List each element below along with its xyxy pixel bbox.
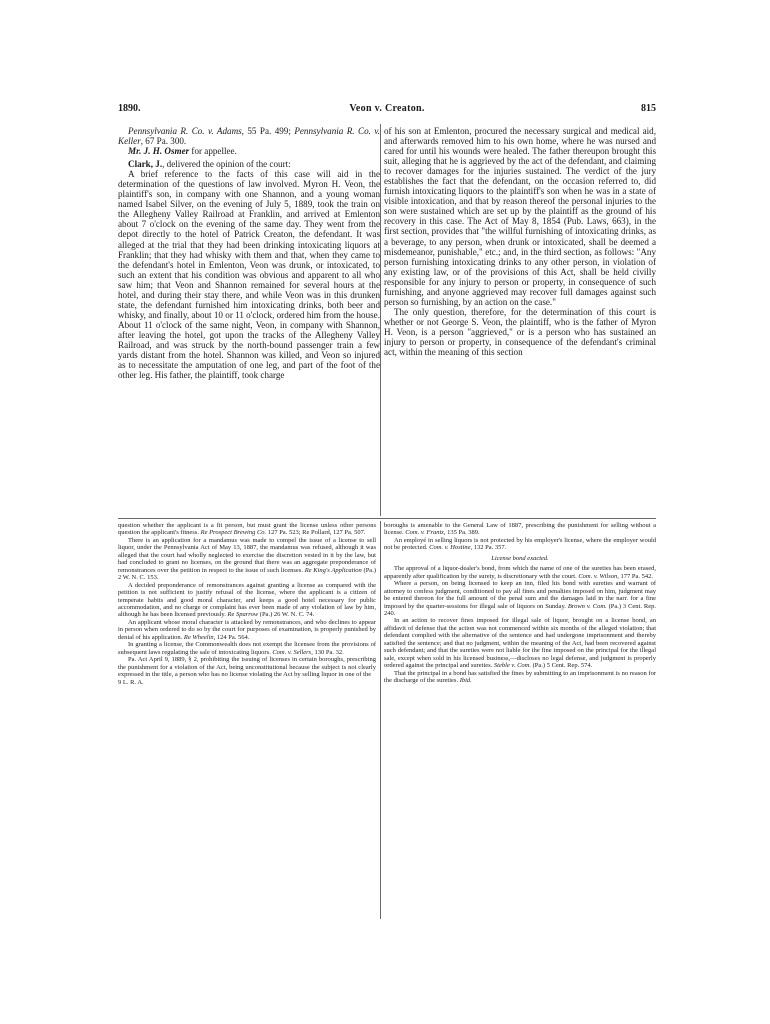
annotation-column-left xyxy=(118,522,376,686)
annotation-paragraph: The approval of a liquor-dealer's bond, from which the name of one of the sureties has been erased, apparently after qualification by the surety, is discretionary with the court. Com. v. Wilson, 177 Pa. 542. xyxy=(384,565,656,580)
volume-footer: 9 L. R. A. xyxy=(118,678,144,686)
judge-name: Clark, J. xyxy=(128,159,163,170)
counsel-name: Mr. J. H. Osmer xyxy=(128,146,190,157)
opinion-column-right xyxy=(384,126,656,357)
counsel-role: for appellee. xyxy=(189,146,237,157)
header-year: 1890. xyxy=(118,103,141,114)
opinion-paragraph: A brief reference to the facts of this case will aid in the determination of the questions of law involved. Myron H. Veon, the plaintiff's son, in company with one Shannon, and a young woman named Isabel Silver, on the evening of July 5, 1889, took the train on the Allegheny Valley Railroad at Franklin, and arrived at Emlenton about 7 o'clock on the evening of the same day. They went from the depot directly to the hotel of Patrick Creaton, the defendant. It was alleged at the trial that they had been drinking intoxicating liquors at Franklin; that they had whisky with them and that, when they came to the defendant's hotel in Emlenton, Veon was drunk, or intoxicated, to such an extent that his condition was obvious and apparent to all who saw him; that Veon and Shannon remained for several hours at the hotel, and during their stay there, and while Veon was in this drunken state, the defendant furnished him intoxicating drinks, both beer and whisky, and finally, about 10 or 11 o'clock, ordered him from the house. About 11 o'clock of the same night, Veon, in company with Shannon, after leaving the hotel, got upon the tracks of the Allegheny Valley Railroad, and was struck by the north-bound passenger train a few yards distant from the hotel. Shannon was killed, and Veon so injured as to necessitate the amputation of one leg, and part of the foot of the other leg. His father, the plaintiff, took charge xyxy=(118,169,380,381)
annotation-column-right xyxy=(384,522,656,685)
annotation-paragraph: There is an application for a mandamus was made to compel the issue of a license to sell liquor, under the Pennsylvania Act of May 13, 1887, the mandamus was refused, although it was alleged that the court had wholly neglected to exercise the discretion vested in it by the law, but had concluded to grant no licenses, on the ground that there was an aggregate preponderance of remonstrances over the petition in respect to the issue of such licenses. Re King's Application (Pa.) 2 W. N. C. 153. xyxy=(118,536,376,582)
annotation-paragraph: An employé in selling liquors is not protected by his employer's license, where the employer would not be protected. Com. v. Hostine, 132 Pa. 357. xyxy=(384,536,656,552)
header-page-number: 815 xyxy=(641,103,656,114)
annotation-paragraph: An applicant whose moral character is attacked by remonstrances, and who declines to appear in person when ordered to do so by the court for purposes of examination, is properly punished by denial of his application. Re Wheelin, 124 Pa. 564. xyxy=(118,618,376,641)
notes-divider xyxy=(118,518,656,519)
opinion-paragraph: The only question, therefore, for the determination of this court is whether or not George S. Veon, the plaintiff, who is the father of Myron H. Veon, is a person "aggrieved," or is a person who has sustained an injury to person or property, in consequence of the defendant's criminal act, within the meaning of this section xyxy=(384,306,656,358)
opinion-column-left xyxy=(118,126,380,380)
running-header xyxy=(118,103,656,117)
annotation-paragraph: A decided preponderance of remonstrances against granting a license as compared with the petition is not sufficient to justify refusal of the license, where the applicant is a citizen of temperate habits and good moral character, and keeps a good hotel necessary for public accommodation, and no charge or complaint has ever been made of any violation of law by him, although he has been licensed previously. Re Sparrow (Pa.) 26 W. N. C. 74. xyxy=(118,581,376,619)
opinion-paragraph: of his son at Emlenton, procured the necessary surgical and medical aid, and afterwards removed him to his own home, where he was nursed and cared for until his wounds were healed. The father thereupon brought this suit, alleging that he is aggrieved by the act of the defendant, and claiming to recover damages for the injuries sustained. The verdict of the jury establishes the fact that the defendant, on the occasion referred to, did furnish intoxicating liquors to the plaintiff's son when he was in a state of visible intoxication, and that by reason thereof the personal injuries to the son were sustained which are set up by the plaintiff as the ground of his recovery in this case. The Act of May 8, 1854 (Pub. Laws, 663), in the first section, provides that "the willful furnishing of intoxicating drinks, as a beverage, to any person, when drunk or intoxicated, shall be deemed a misdemeanor, punishable," etc.; and, in the third section, as follows: "Any person furnishing intoxicating drinks to any other person, in violation of any existing law, or of the provisions of this Act, shall be held civilly responsible for any injury to person or property, in consequence of such furnishing, and anyone aggrieved may recover full damages against such person so furnishing, by an action on the case." xyxy=(384,126,656,307)
annotation-paragraph: boroughs is amenable to the General Law of 1887, prescribing the punishment for selling without a license. Com. v. Frantz, 135 Pa. 389. xyxy=(384,522,656,537)
annotation-paragraph: Where a person, on being licensed to keep an inn, filed his bond with sureties and warrant of attorney to confess judgment, conditioned to pay all fines and penalties imposed on him, judgment may be entered thereon for the full amount of the penal sum and the damages laid in the narr. for a fine imposed by the quarter-sessions for illegal sale of liquors on Sunday. Brown v. Com. (Pa.) 3 Cent. Rep. 240. xyxy=(384,580,656,617)
annotation-paragraph: question whether the applicant is a fit person, but must grant the license unless other persons question the applicant's fitness. Re Prospect Brewing Co. 127 Pa. 523; Re Pollard, 127 Pa. 507. xyxy=(118,522,376,537)
citation-case: Pennsylvania R. Co. v. Adams xyxy=(128,126,242,136)
citation-reference: , 55 Pa. 499; xyxy=(241,126,291,136)
column-divider-upper xyxy=(380,124,381,516)
annotation-paragraph: Pa. Act April 9, 1889, § 2, prohibiting the issuing of licenses in certain boroughs, prescribing the punishment for a violation of the Act, being unconstitutional because the subject is not clearly expressed in the title, a person who has no license violating the Act by selling liquor in one of the xyxy=(118,656,376,679)
annotation-paragraph: In an action to recover fines imposed for illegal sale of liquor, brought on a license bond, an affidavit of defense that the action was not commenced within six months of the alleged violation; that defendant complied with the alternative of the sentence and had undergone imprisonment and thereby satisfied the sentence; and that no judgment, within the meaning of the Act, had been recovered against such defendant; and that the sureties were not liable for the fine imposed on the principal for the illegal sale, except when sold in his licensed business,—discloses no legal defense, and judgment is properly ordered against the principal and sureties. Steble v. Com. (Pa.) 5 Cent. Rep. 574. xyxy=(384,617,656,670)
opinion-intro xyxy=(118,159,380,169)
annotation-paragraph: That the principal in a bond has satisfied the fines by submitting to an imprisonment is no reason for the discharge of the sureties. Ibid. xyxy=(384,669,656,685)
citation-reference: , 67 Pa. 300. xyxy=(140,136,187,147)
annotation-subheading: License bond exacted. xyxy=(491,554,549,562)
citation-case: Pennsylvania R. Co. v. Keller xyxy=(118,126,380,147)
annotation-paragraph: In granting a license, the Commonwealth does not exempt the licensee from the provisions of subsequent laws regulating the sale of intoxicating liquors. Com. v. Sellers, 130 Pa. 32. xyxy=(118,641,376,656)
opinion-lead: , delivered the opinion of the court: xyxy=(162,159,291,170)
column-divider-lower xyxy=(380,521,381,919)
counsel-citations xyxy=(118,126,380,146)
header-title: Veon v. Creaton. xyxy=(349,103,425,114)
counsel-appellee xyxy=(118,146,380,156)
